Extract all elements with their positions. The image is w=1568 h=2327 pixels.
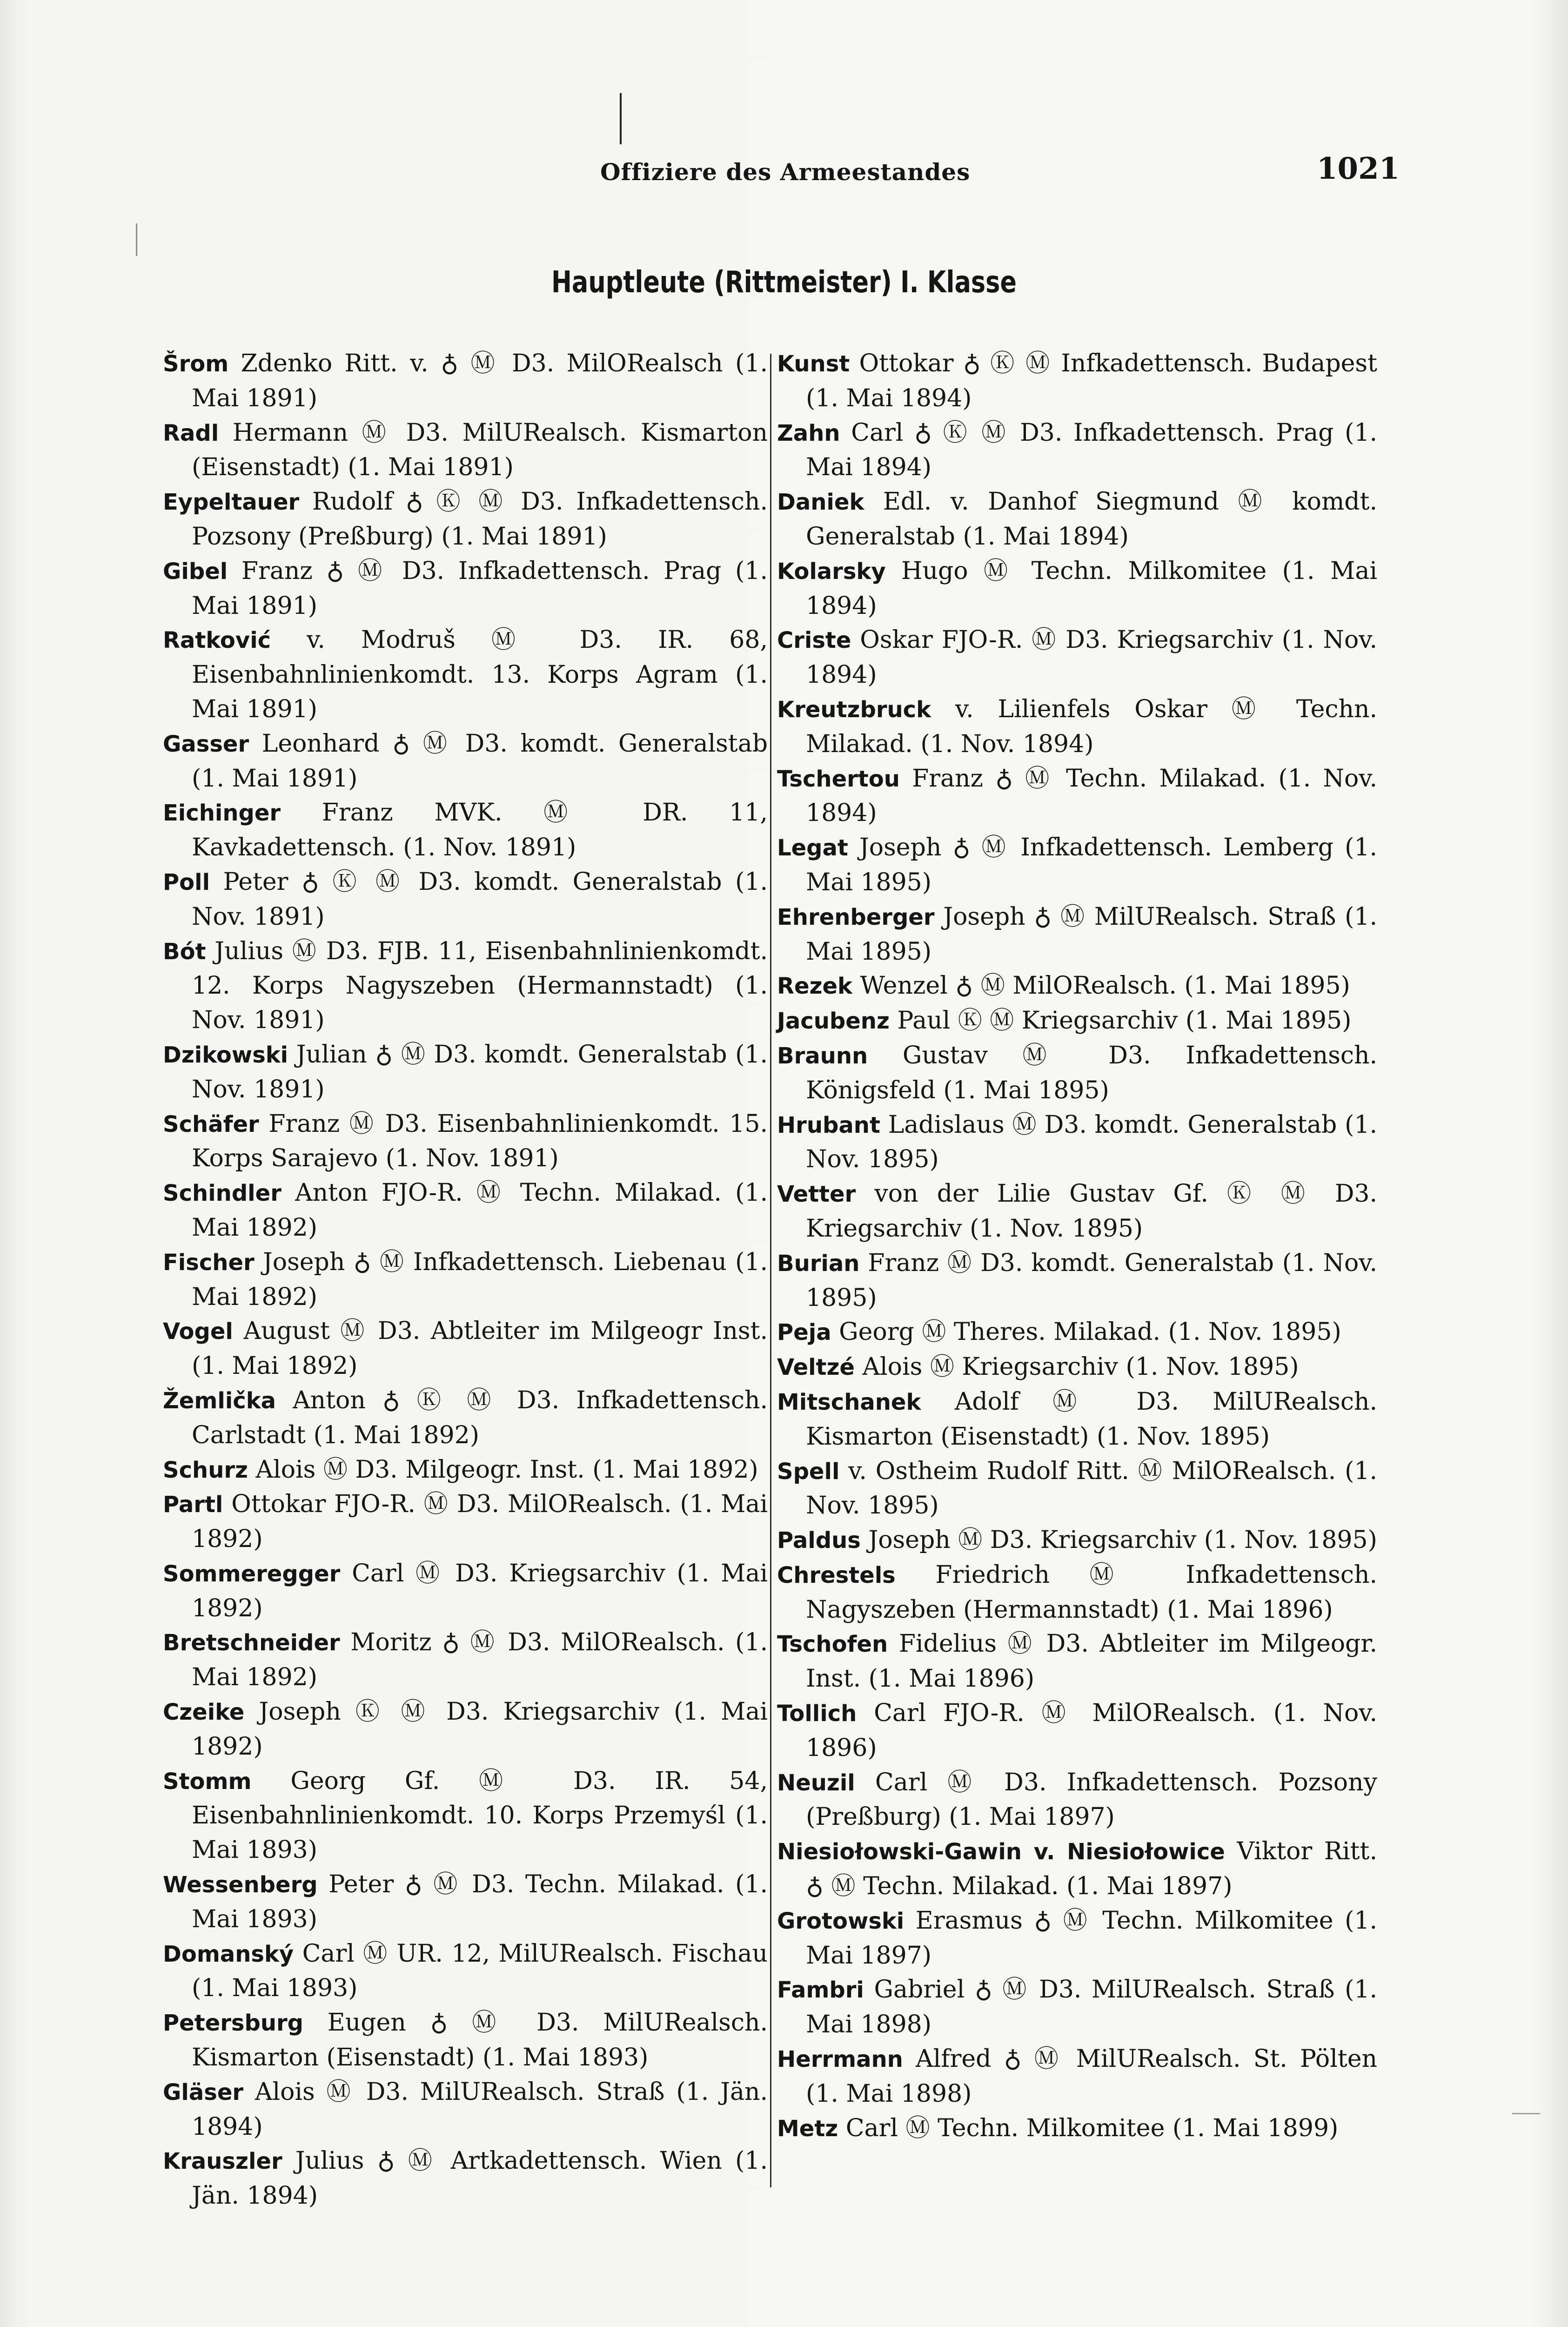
officer-entry	[777, 1766, 1377, 1835]
officer-details: Ladislaus Ⓜ D3. komdt. Generalstab (1. Nov. 1895)	[806, 1110, 1377, 1174]
officer-entry	[777, 1904, 1377, 1973]
officer-surname: Sommeregger	[163, 1560, 341, 1587]
officer-details: Franz ♁ Ⓜ D3. Infkadettensch. Prag (1. Mai 1891)	[192, 557, 768, 620]
officer-surname: Rezek	[777, 973, 852, 1000]
officer-entry	[163, 623, 768, 726]
officer-surname: Chrestels	[777, 1562, 896, 1588]
officer-entry	[163, 1764, 768, 1868]
officer-details: v. Lilienfels Oskar Ⓜ Techn. Milakad. (1. Nov. 1894)	[806, 695, 1377, 758]
officer-entry	[777, 1454, 1377, 1524]
officer-entry	[777, 1558, 1377, 1628]
officer-surname: Bót	[163, 938, 206, 965]
officer-details: Alfred ♁ Ⓜ MilURealsch. St. Pölten (1. Mai 1898)	[806, 2045, 1377, 2108]
officer-surname: Braunn	[777, 1042, 868, 1069]
officer-details: Wenzel ♁ Ⓜ MilORealsch. (1. Mai 1895)	[852, 972, 1350, 1000]
officer-entry	[777, 1627, 1377, 1696]
officer-entry	[163, 2006, 768, 2075]
officer-entry	[777, 1385, 1377, 1454]
officer-details: Zdenko Ritt. v. ♁ Ⓜ D3. MilORealsch (1. Mai 1891)	[192, 350, 768, 412]
officer-surname: Herrmann	[777, 2046, 903, 2073]
officer-entry	[163, 727, 768, 796]
officer-details: Franz ♁ Ⓜ Techn. Milakad. (1. Nov. 1894)	[806, 764, 1377, 827]
officer-entry	[163, 485, 768, 554]
officer-surname: Hrubant	[777, 1112, 880, 1138]
officer-details: Viktor Ritt. ♁ Ⓜ Techn. Milakad. (1. Mai 1897)	[806, 1837, 1377, 1901]
officer-surname: Partl	[163, 1492, 223, 1518]
officer-surname: Peja	[777, 1319, 831, 1346]
officer-details: Leonhard ♁ Ⓜ D3. komdt. Generalstab (1. Mai 1891)	[192, 729, 768, 793]
officer-entry	[163, 935, 768, 1038]
officer-entry	[777, 623, 1377, 693]
officer-entry	[777, 900, 1377, 969]
officer-surname: Tollich	[777, 1701, 857, 1727]
officer-surname: Radl	[163, 420, 219, 446]
officer-entry	[777, 554, 1377, 624]
officer-details: Erasmus ♁ Ⓜ Techn. Milkomitee (1. Mai 1897)	[806, 1906, 1377, 1970]
margin-mark	[136, 223, 137, 256]
officer-entry	[777, 1696, 1377, 1766]
officer-surname: Dzikowski	[163, 1042, 288, 1068]
officer-entry	[777, 347, 1377, 416]
officer-details: Georg Gf. Ⓜ D3. IR. 54, Eisenbahnlinienkomdt. 10. Korps Przemyśl (1. Mai 1893)	[192, 1767, 768, 1864]
officer-surname: Petersburg	[163, 2010, 304, 2037]
section-title: Hauptleute (Rittmeister) I. Klasse	[551, 265, 1017, 300]
officer-surname: Spell	[777, 1458, 840, 1485]
officer-entry	[163, 554, 768, 624]
left-column	[163, 347, 768, 2213]
officer-details: Georg Ⓜ Theres. Milakad. (1. Nov. 1895)	[831, 1318, 1341, 1346]
column-divider	[770, 354, 771, 2187]
officer-details: Carl Ⓜ D3. Kriegsarchiv (1. Mai 1892)	[192, 1559, 768, 1622]
officer-details: von der Lilie Gustav Gf. Ⓚ Ⓜ D3. Kriegsarchiv (1. Nov. 1895)	[806, 1180, 1377, 1243]
officer-details: Carl Ⓜ UR. 12, MilURealsch. Fischau (1. Mai 1893)	[192, 1939, 768, 2003]
officer-entry	[777, 969, 1377, 1004]
officer-details: Rudolf ♁ Ⓚ Ⓜ D3. Infkadettensch. Pozsony (Preßburg) (1. Mai 1891)	[192, 488, 768, 551]
officer-entry	[777, 1177, 1377, 1246]
officer-details: Joseph Ⓜ D3. Kriegsarchiv (1. Nov. 1895)	[860, 1526, 1377, 1554]
officer-surname: Schäfer	[163, 1111, 259, 1137]
officer-entry	[163, 2144, 768, 2213]
officer-surname: Stomm	[163, 1768, 252, 1795]
officer-surname: Vogel	[163, 1318, 233, 1345]
officer-entry	[163, 1626, 768, 1695]
officer-entry	[777, 485, 1377, 554]
officer-entry	[777, 1039, 1377, 1108]
officer-details: Carl FJO-R. Ⓜ MilORealsch. (1. Nov. 1896)	[806, 1699, 1377, 1762]
officer-details: Gabriel ♁ Ⓜ D3. MilURealsch. Straß (1. Mai 1898)	[806, 1976, 1377, 2039]
officer-details: Julius Ⓜ D3. FJB. 11, Eisenbahnlinienkomdt. 12. Korps Nagyszeben (Hermannstadt) (1. Nov. 1891)	[192, 937, 768, 1035]
officer-entry	[163, 416, 768, 485]
officer-entry	[777, 1108, 1377, 1177]
officer-surname: Kunst	[777, 351, 850, 377]
officer-details: Fidelius Ⓜ D3. Abtleiter im Milgeogr. Inst. (1. Mai 1896)	[806, 1630, 1377, 1693]
officer-surname: Ratković	[163, 627, 271, 654]
officer-entry	[777, 416, 1377, 485]
officer-surname: Metz	[777, 2115, 838, 2142]
officer-surname: Niesiołowski-Gawin v. Niesiołowice	[777, 1839, 1225, 1865]
officer-entry	[163, 1695, 768, 1764]
officer-surname: Czeike	[163, 1699, 245, 1726]
officer-surname: Gläser	[163, 2079, 244, 2105]
officer-surname: Kolarsky	[777, 558, 886, 585]
officer-details: Alois Ⓜ D3. Milgeogr. Inst. (1. Mai 1892)	[248, 1455, 758, 1484]
officer-details: Anton FJO-R. Ⓜ Techn. Milakad. (1. Mai 1892)	[192, 1179, 768, 1242]
officer-details: Peter ♁ Ⓜ D3. Techn. Milakad. (1. Mai 1893)	[192, 1870, 768, 1933]
officer-details: Joseph ♁ Ⓜ Infkadettensch. Liebenau (1. Mai 1892)	[192, 1248, 768, 1311]
officer-surname: Fischer	[163, 1249, 255, 1276]
officer-surname: Paldus	[777, 1527, 861, 1554]
officer-entry	[163, 1453, 768, 1488]
officer-entry	[163, 796, 768, 865]
officer-entry	[163, 2075, 768, 2145]
top-mark	[620, 93, 622, 144]
officer-entry	[777, 693, 1377, 762]
margin-mark	[1512, 2113, 1540, 2114]
officer-details: Joseph ♁ Ⓜ Infkadettensch. Lemberg (1. Mai 1895)	[806, 834, 1377, 896]
officer-entry	[777, 1835, 1377, 1904]
officer-details: Edl. v. Danhof Siegmund Ⓜ komdt. Generalstab (1. Mai 1894)	[806, 488, 1377, 551]
officer-surname: Schurz	[163, 1457, 248, 1483]
officer-details: Adolf Ⓜ D3. MilURealsch. Kismarton (Eisenstadt) (1. Nov. 1895)	[806, 1387, 1377, 1451]
officer-entry	[163, 1107, 768, 1177]
officer-surname: Veltzé	[777, 1354, 855, 1381]
officer-details: Franz MVK. Ⓜ DR. 11, Kavkadettensch. (1. Nov. 1891)	[192, 799, 768, 862]
officer-details: Julian ♁ Ⓜ D3. komdt. Generalstab (1. Nov. 1891)	[192, 1040, 768, 1103]
officer-surname: Poll	[163, 869, 210, 895]
officer-details: Carl ♁ Ⓚ Ⓜ D3. Infkadettensch. Prag (1. Mai 1894)	[806, 418, 1377, 482]
officer-entry	[777, 831, 1377, 900]
officer-details: Paul Ⓚ Ⓜ Kriegsarchiv (1. Mai 1895)	[889, 1007, 1352, 1035]
officer-surname: Wessenberg	[163, 1872, 318, 1898]
officer-surname: Zahn	[777, 420, 840, 446]
officer-surname: Kreutzbruck	[777, 696, 931, 723]
officer-details: Carl Ⓜ Techn. Milkomitee (1. Mai 1899)	[838, 2114, 1339, 2142]
officer-surname: Eichinger	[163, 800, 281, 827]
officer-entry	[163, 1937, 768, 2006]
officer-surname: Bretschneider	[163, 1630, 340, 1656]
officer-surname: Eypeltauer	[163, 489, 300, 516]
officer-details: Ottokar FJO-R. Ⓜ D3. MilORealsch. (1. Mai 1892)	[192, 1490, 768, 1554]
officer-details: Anton ♁ Ⓚ Ⓜ D3. Infkadettensch. Carlstadt (1. Mai 1892)	[192, 1386, 768, 1449]
officer-entry	[777, 762, 1377, 831]
officer-surname: Tschofen	[777, 1631, 888, 1658]
officer-details: August Ⓜ D3. Abtleiter im Milgeogr Inst. (1. Mai 1892)	[192, 1317, 768, 1380]
officer-entry	[777, 2112, 1377, 2146]
officer-details: v. Modruš Ⓜ D3. IR. 68, Eisenbahnlinienkomdt. 13. Korps Agram (1. Mai 1891)	[192, 626, 768, 723]
officer-surname: Neuzil	[777, 1769, 855, 1796]
officer-entry	[163, 1176, 768, 1245]
officer-surname: Fambri	[777, 1977, 864, 2004]
officer-details: Friedrich Ⓜ Infkadettensch. Nagyszeben (Hermannstadt) (1. Mai 1896)	[806, 1560, 1377, 1624]
officer-details: Franz Ⓜ D3. komdt. Generalstab (1. Nov. 1895)	[806, 1249, 1377, 1312]
officer-details: Hugo Ⓜ Techn. Milkomitee (1. Mai 1894)	[806, 557, 1377, 620]
officer-details: Alois Ⓜ D3. MilURealsch. Straß (1. Jän. 1894)	[192, 2078, 768, 2141]
officer-details: Joseph ♁ Ⓜ MilURealsch. Straß (1. Mai 1895)	[806, 902, 1377, 966]
officer-entry	[163, 1557, 768, 1626]
officer-details: Peter ♁ Ⓚ Ⓜ D3. komdt. Generalstab (1. Nov. 1891)	[192, 868, 768, 931]
page-number: 1021	[1317, 151, 1400, 186]
officer-surname: Burian	[777, 1250, 860, 1277]
officer-surname: Šrom	[163, 351, 229, 377]
officer-entry	[777, 2042, 1377, 2112]
officer-details: Oskar FJO-R. Ⓜ D3. Kriegsarchiv (1. Nov. 1894)	[806, 626, 1377, 689]
officer-surname: Krauszler	[163, 2148, 282, 2175]
officer-details: Carl Ⓜ D3. Infkadettensch. Pozsony (Preßburg) (1. Mai 1897)	[806, 1768, 1377, 1831]
officer-entry	[777, 1350, 1377, 1385]
running-header: Offiziere des Armeestandes	[600, 158, 971, 186]
officer-entry	[777, 1315, 1377, 1350]
officer-entry	[163, 1487, 768, 1557]
officer-details: Hermann Ⓜ D3. MilURealsch. Kismarton (Eisenstadt) (1. Mai 1891)	[192, 418, 768, 482]
officer-surname: Ehrenberger	[777, 904, 935, 930]
officer-details: Alois Ⓜ Kriegsarchiv (1. Nov. 1895)	[854, 1353, 1299, 1381]
officer-entry	[163, 347, 768, 416]
officer-entry	[163, 1245, 768, 1315]
officer-surname: Domanský	[163, 1941, 294, 1967]
officer-details: Franz Ⓜ D3. Eisenbahnlinienkomdt. 15. Korps Sarajevo (1. Nov. 1891)	[192, 1110, 768, 1173]
officer-details: v. Ostheim Rudolf Ritt. Ⓜ MilORealsch. (1. Nov. 1895)	[806, 1457, 1377, 1520]
officer-surname: Žemlička	[163, 1387, 276, 1414]
officer-entry	[163, 1868, 768, 1937]
officer-details: Ottokar ♁ Ⓚ Ⓜ Infkadettensch. Budapest (1. Mai 1894)	[806, 350, 1377, 412]
officer-surname: Criste	[777, 627, 851, 654]
officer-surname: Grotowski	[777, 1908, 905, 1934]
officer-details: Julius ♁ Ⓜ Artkadettensch. Wien (1. Jän. 1894)	[192, 2147, 768, 2210]
officer-surname: Gibel	[163, 558, 228, 585]
officer-entry	[163, 1038, 768, 1107]
officer-entry	[163, 865, 768, 935]
officer-entry	[777, 1523, 1377, 1558]
officer-surname: Vetter	[777, 1181, 856, 1208]
officer-surname: Mitschanek	[777, 1389, 921, 1415]
officer-details: Moritz ♁ Ⓜ D3. MilORealsch. (1. Mai 1892)	[192, 1628, 768, 1692]
officer-surname: Gasser	[163, 731, 249, 757]
officer-entry	[777, 1246, 1377, 1316]
officer-entry	[777, 1973, 1377, 2042]
officer-surname: Tschertou	[777, 766, 900, 792]
officer-details: Eugen ♁ Ⓜ D3. MilURealsch. Kismarton (Eisenstadt) (1. Mai 1893)	[192, 2009, 768, 2072]
officer-surname: Jacubenz	[777, 1008, 890, 1035]
officer-surname: Daniek	[777, 489, 864, 516]
officer-entry	[163, 1384, 768, 1453]
officer-entry	[163, 1314, 768, 1384]
officer-details: Gustav Ⓜ D3. Infkadettensch. Königsfeld (1. Mai 1895)	[806, 1041, 1377, 1104]
officer-surname: Legat	[777, 835, 848, 861]
officer-surname: Schindler	[163, 1180, 281, 1207]
officer-details: Joseph Ⓚ Ⓜ D3. Kriegsarchiv (1. Mai 1892)	[192, 1698, 768, 1761]
officer-entry	[777, 1004, 1377, 1039]
right-column	[777, 347, 1377, 2146]
